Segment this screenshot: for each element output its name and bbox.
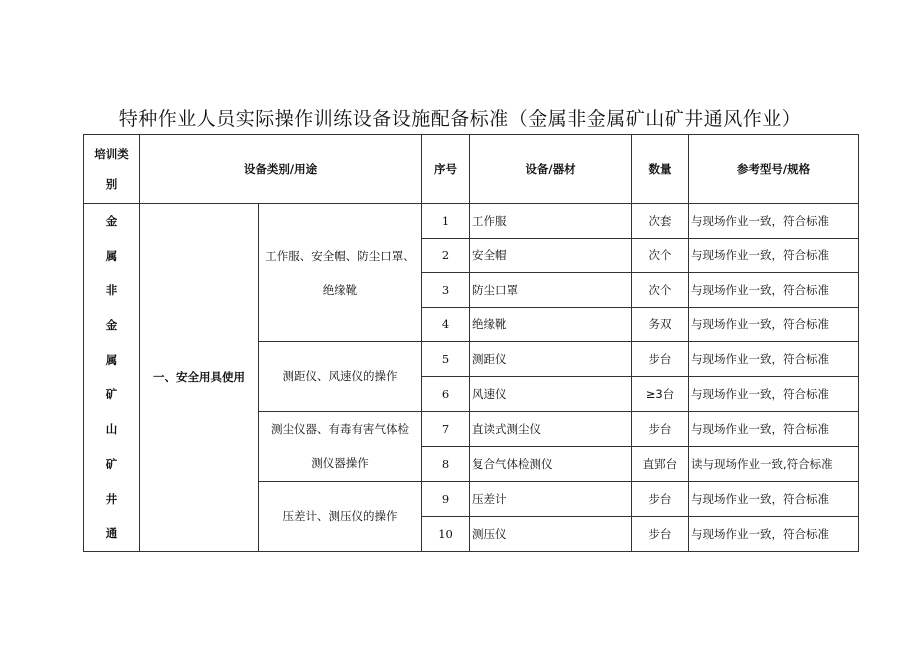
seq-cell: 7 — [422, 411, 470, 446]
quantity-cell: 步台 — [632, 481, 689, 516]
header-training-type-line1: 培训类 — [94, 147, 129, 161]
group-cell-protective-gear — [259, 204, 422, 342]
seq-cell: 6 — [422, 377, 470, 412]
group-line2: 绝缘靴 — [322, 282, 358, 297]
table-row — [84, 204, 859, 239]
equipment-cell: 防尘口罩 — [470, 273, 632, 308]
spec-cell: 与现场作业一致，符合标准 — [689, 517, 859, 552]
equipment-cell: 安全帽 — [470, 238, 632, 273]
group-cell-dust-gas — [259, 411, 422, 481]
group-line2: 测仪器操作 — [311, 456, 369, 471]
table-header-row — [84, 135, 859, 204]
training-type-char: 井 — [105, 491, 118, 506]
equipment-cell: 绝缘靴 — [470, 307, 632, 342]
header-seq: 序号 — [422, 135, 470, 204]
equipment-cell: 测距仪 — [470, 342, 632, 377]
equipment-standard-table — [83, 134, 859, 552]
header-category-use: 设备类别/用途 — [140, 135, 422, 204]
document-title: 特种作业人员实际操作训练设备设施配备标准（金属非金属矿山矿井通风作业） — [118, 108, 802, 130]
header-equipment: 设备/器材 — [470, 135, 632, 204]
training-type-cell — [84, 204, 140, 552]
group-line1: 工作服、安全帽、防尘口罩、 — [265, 248, 415, 263]
category-cell: 一、安全用具使用 — [140, 204, 259, 552]
spec-cell: 读与现场作业一致,符合标准 — [689, 447, 859, 482]
training-type-char: 金 — [105, 214, 118, 228]
spec-cell: 与现场作业一致，符合标准 — [689, 411, 859, 446]
equipment-cell: 复合气体检测仪 — [470, 447, 632, 482]
seq-cell: 1 — [422, 204, 470, 239]
training-type-char: 矿 — [105, 456, 118, 471]
group-cell-pressure — [259, 481, 422, 551]
spec-cell: 与现场作业一致，符合标准 — [689, 307, 859, 342]
group-cell-rangefinder — [259, 342, 422, 412]
training-type-char: 非 — [105, 283, 118, 298]
seq-cell: 10 — [422, 517, 470, 552]
training-type-char: 山 — [105, 422, 118, 437]
seq-cell: 3 — [422, 273, 470, 308]
equipment-cell: 工作服 — [470, 204, 632, 239]
quantity-cell: 步台 — [632, 342, 689, 377]
training-type-char: 矿 — [105, 387, 118, 402]
group-line1: 测距仪、风速仪的操作 — [282, 369, 398, 384]
training-type-char: 通 — [105, 526, 118, 541]
header-quantity: 数量 — [632, 135, 689, 204]
header-training-type — [84, 135, 140, 204]
spec-cell: 与现场作业一致，符合标准 — [689, 342, 859, 377]
quantity-cell: 直郢台 — [632, 447, 689, 482]
quantity-cell: ≥3台 — [632, 377, 689, 412]
training-type-char: 金 — [105, 318, 118, 333]
seq-cell: 5 — [422, 342, 470, 377]
spec-cell: 与现场作业一致，符合标准 — [689, 204, 859, 239]
equipment-cell: 风速仪 — [470, 377, 632, 412]
seq-cell: 8 — [422, 447, 470, 482]
header-training-type-line2: 别 — [105, 177, 118, 191]
training-type-char: 属 — [105, 248, 118, 263]
quantity-cell: 次个 — [632, 238, 689, 273]
spec-cell: 与现场作业一致，符合标准 — [689, 238, 859, 273]
quantity-cell: 次个 — [632, 273, 689, 308]
seq-cell: 4 — [422, 307, 470, 342]
spec-cell: 与现场作业一致，符合标准 — [689, 481, 859, 516]
quantity-cell: 次套 — [632, 204, 689, 239]
equipment-cell: 测压仪 — [470, 517, 632, 552]
spec-cell: 与现场作业一致，符合标准 — [689, 377, 859, 412]
header-spec: 参考型号/规格 — [689, 135, 859, 204]
quantity-cell: 步台 — [632, 517, 689, 552]
equipment-cell: 压差计 — [470, 481, 632, 516]
training-type-char: 属 — [105, 352, 118, 367]
seq-cell: 9 — [422, 481, 470, 516]
quantity-cell: 务双 — [632, 307, 689, 342]
spec-cell: 与现场作业一致，符合标准 — [689, 273, 859, 308]
equipment-cell: 直读式测尘仪 — [470, 411, 632, 446]
seq-cell: 2 — [422, 238, 470, 273]
group-line1: 压差计、测压仪的操作 — [282, 509, 398, 524]
quantity-cell: 步台 — [632, 411, 689, 446]
group-line1: 测尘仪器、有毒有害气体检 — [271, 422, 409, 437]
